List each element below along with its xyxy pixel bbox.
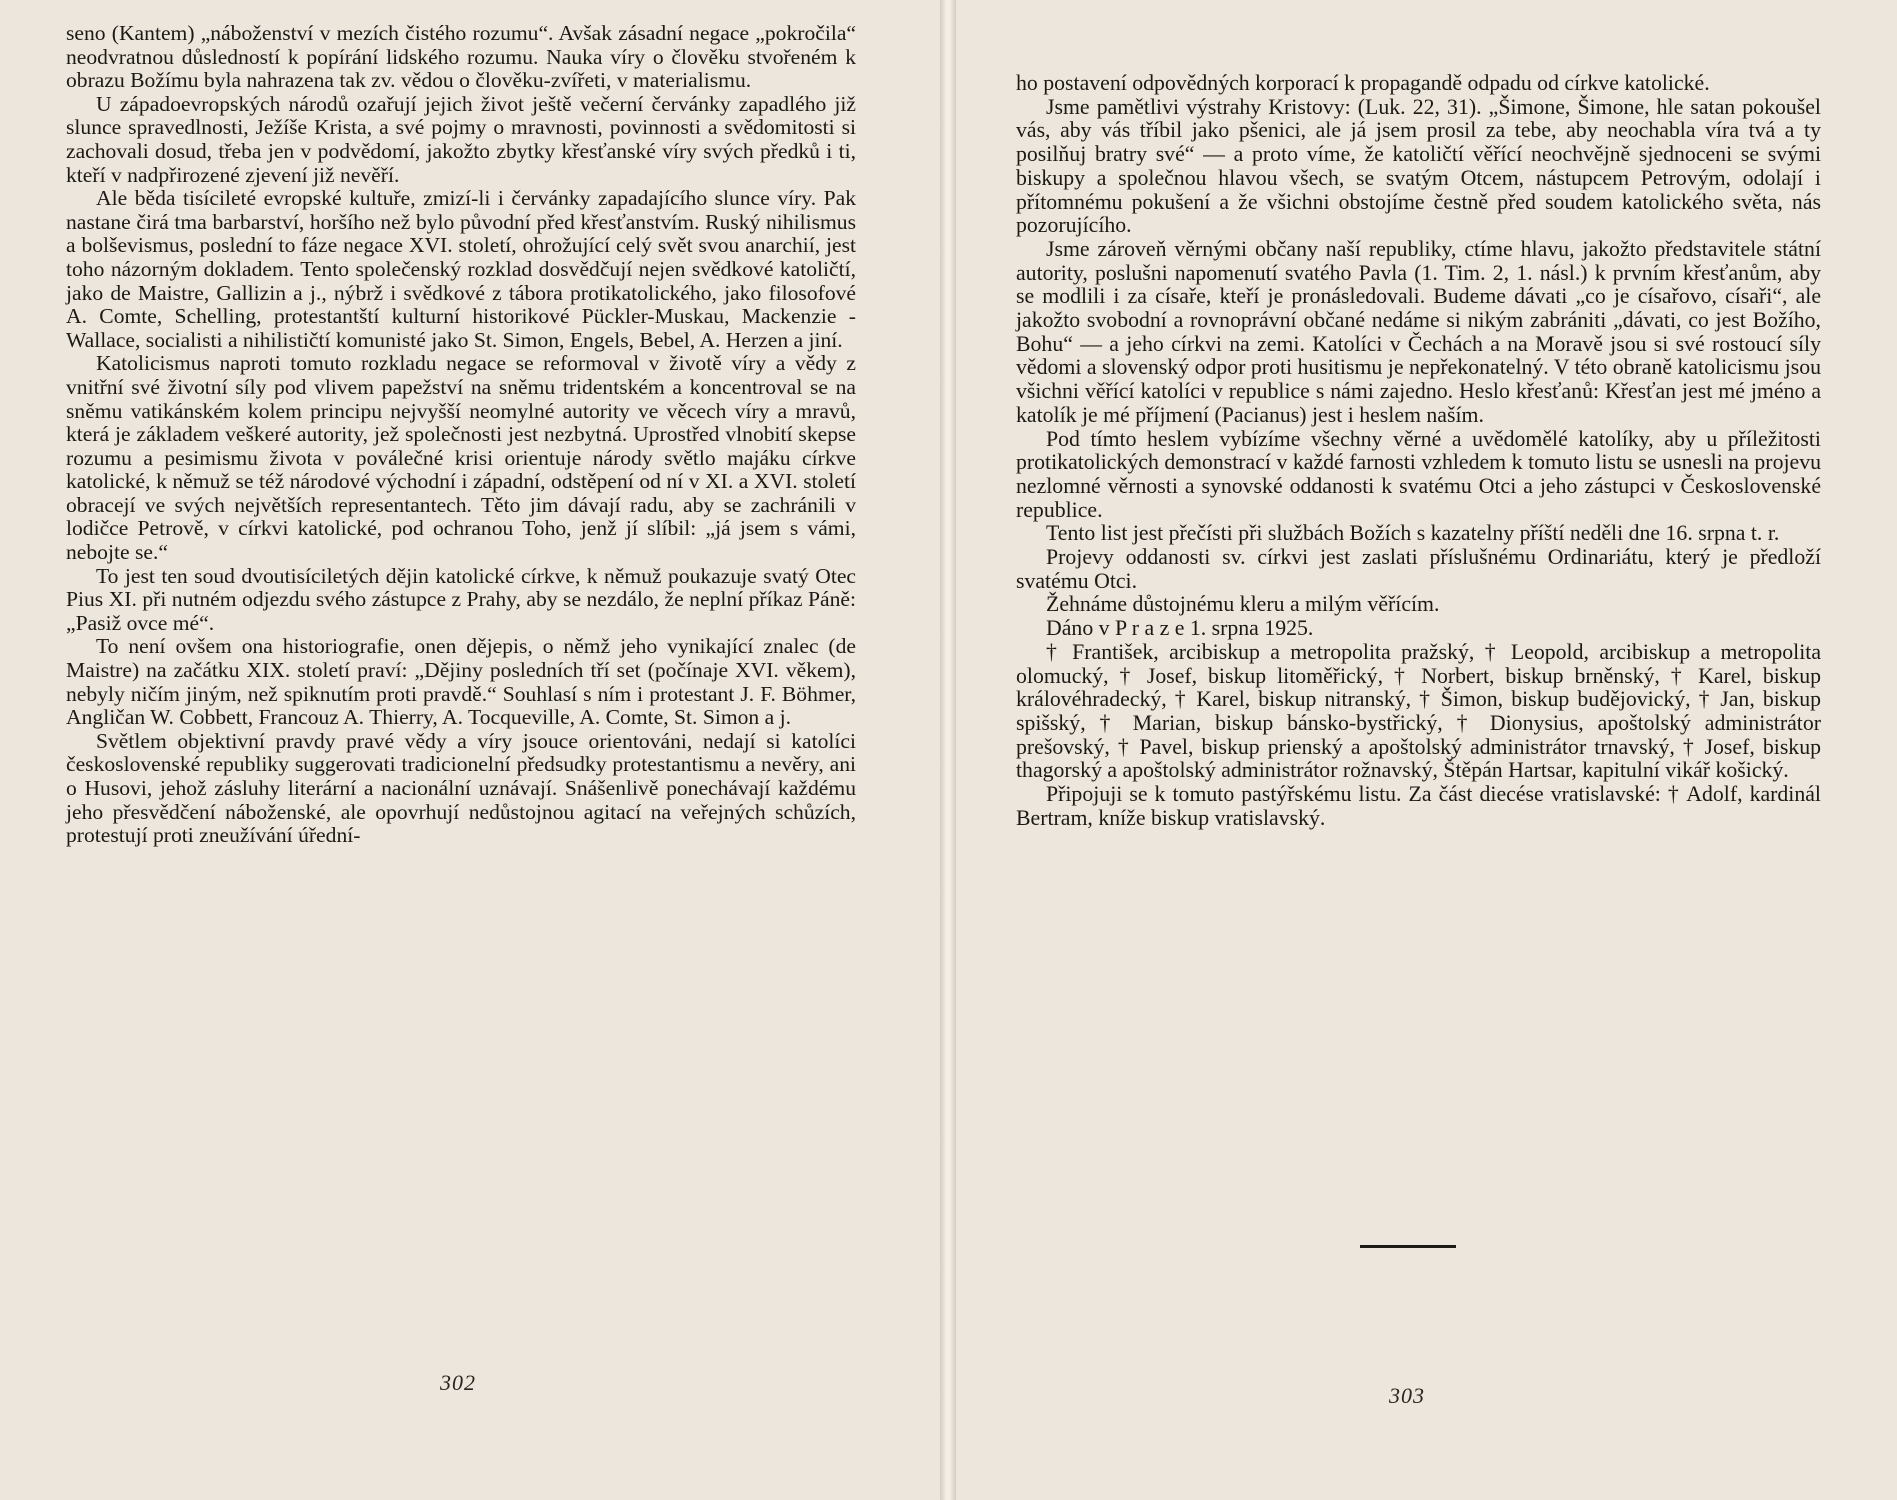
left-page bbox=[0, 0, 940, 1500]
paragraph: seno (Kantem) „náboženství v mezích čistého rozumu“. Avšak zásadní negace „pokročila“ neodvratnou důsledností k popírání lidského rozumu. Nauka víry o člověku stvořeném k obrazu Božímu byla nahrazena tak zv. vědou o člověku-zvířeti, v materialismu. bbox=[66, 21, 856, 93]
paragraph: U západoevropských národů ozařují jejich život ještě večerní červánky zapadlého již slunce spravedlnosti, Ježíše Krista, a své pojmy o mravnosti, povinnosti a svědomitosti si zachovali dosud, třeba jen v podvědomí, jakožto zbytky křesťanské víry svých předků i ti, kteří v nadpřirozené zjevení již nevěří. bbox=[66, 91, 856, 187]
paragraph: Připojuji se k tomuto pastýřskému listu. Za část diecése vratislavské: † Adolf, kardinál Bertram, kníže biskup vratislavský. bbox=[1016, 782, 1821, 830]
paragraph: Pod tímto heslem vybízíme všechny věrné a uvědomělé katolíky, aby u příležitosti protikatolických demonstrací v každé farnosti vzhledem k tomuto listu se usnesli na projevu nezlomné věrnosti a synovské oddanosti k svatému Otci a jeho zástupci v Československé republice. bbox=[1016, 426, 1821, 522]
paragraph: To jest ten soud dvoutisíciletých dějin katolické církve, k němuž poukazuje svatý Otec Pius XI. při nutném odjezdu svého zástupce z Prahy, aby se nezdálo, že neplní příkaz Páně: „Pasiž ovce mé“. bbox=[66, 563, 856, 635]
paragraph: Ale běda tisícileté evropské kultuře, zmizí-li i červánky zapadajícího slunce víry. Pak nastane čirá tma barbarství, horšího než bylo původní před křesťanstvím. Ruský nihilismus a bolševismus, poslední to fáze negace XVI. století, ohrožující celý svět svou anarchií, jest toho názorným dokladem. Tento společenský rozklad dosvědčují nejen svědkové katoličtí, jako de Maistre, Gallizin a j., nýbrž i svědkové z tábora protikatolického, jako filosofové A. Comte, Schelling, protestantští kulturní historikové Pückler-Muskau, Mackenzie - Wallace, socialisti a nihilističtí komunisté jako St. Simon, Engels, Bebel, A. Herzen a jiní. bbox=[66, 186, 856, 352]
right-page bbox=[956, 0, 1897, 1500]
right-page-text bbox=[1016, 72, 1821, 831]
paragraph: Katolicismus naproti tomuto rozkladu negace se reformoval v životě víry a vědy z vnitřní své životní síly pod vlivem papežství na sněmu tridentském a koncentroval se na sněmu vatikánském kolem principu nejvyšší neomylné autority ve věcech víry a mravů, která je základem veškeré autority, jež společnosti jest nezbytná. Uprostřed vlnobití skepse rozumu a pesimismu života v poválečné krisi orientuje národy světlo majáku církve katolické, k němuž se též národové východní i západní, odstěpení od ní v XI. a XVI. století obracejí ve svých největších representantech. Těto jim dávají radu, aby se zachránili v lodičce Petrově, v církvi katolické, pod ochranou Toho, jenž jí slíbil: „já jsem s vámi, nebojte se.“ bbox=[66, 351, 856, 565]
paragraph: ho postavení odpovědných korporací k propagandě odpadu od církve katolické. bbox=[1016, 71, 1710, 95]
signatories-paragraph: † František, arcibiskup a metropolita pražský, † Leopold, arcibiskup a metropolita olomucký, † Josef, biskup litoměřický, † Norbert, biskup brněnský, † Karel, biskup královéhradecký, † Karel, biskup nitranský, † Šimon, biskup budějovický, † Jan, biskup spišský, † Marian, biskup bánsko-bystřický, † Dionysius, apoštolský administrátor prešovský, † Pavel, biskup prienský a apoštolský administrátor trnavský, † Josef, biskup thagorský a apoštolský administrátor rožnavský, Štěpán Hartsar, kapitulní vikář košický. bbox=[1016, 639, 1821, 783]
paragraph: Světlem objektivní pravdy pravé vědy a víry jsouce orientováni, nedají si katolíci československé republiky suggerovati tradicionelní předsudky protestantismu a nevěry, ani o Husovi, jehož zásluhy literární a nacionální uznávají. Snášenlivě ponechávají každému jeho přesvědčení náboženské, ale opovrhují nedůstojnou agitací na veřejných schůzích, protestují proti zneužívání úřední- bbox=[66, 728, 856, 848]
page-number: 302 bbox=[440, 1370, 476, 1395]
page-number: 303 bbox=[1389, 1383, 1425, 1408]
dated-line: Dáno v P r a z e 1. srpna 1925. bbox=[1046, 616, 1314, 641]
paragraph: Tento list jest přečísti při službách Božích s kazatelny příští neděli dne 16. srpna t. r. bbox=[1046, 521, 1780, 546]
paragraph: Projevy oddanosti sv. církvi jest zaslati příslušnému Ordinariátu, který je předloží svatému Otci. bbox=[1016, 545, 1821, 593]
book-gutter bbox=[940, 0, 956, 1500]
paragraph: To není ovšem ona historiografie, onen dějepis, o němž jeho vynikající znalec (de Maistre) na začátku XIX. století praví: „Dějiny posledních tří set (počínaje XVI. věkem), nebyly ničím jiným, než spiknutím proti pravdě.“ Souhlasí s ním i protestant J. F. Böhmer, Angličan W. Cobbett, Francouz A. Thierry, A. Tocqueville, A. Comte, St. Simon a j. bbox=[66, 634, 856, 730]
closing-rule bbox=[1360, 1245, 1456, 1248]
left-page-text bbox=[66, 22, 856, 848]
blessing-line: Žehnáme důstojnému kleru a milým věřícím. bbox=[1046, 592, 1440, 617]
paragraph: Jsme zároveň věrnými občany naší republiky, ctíme hlavu, jakožto představitele státní autority, poslušni napomenutí svatého Pavla (1. Tim. 2, 1. násl.) k prvním křesťanům, aby se modlili i za císaře, kteří je pronásledovali. Budeme dávati „co je císařovo, císaři“, ale jakožto svobodní a rovnoprávní občané nedáme si nikým zabrániti „dávati, co jest Božího, Bohu“ — a jeho církvi na zemi. Katolíci v Čechách a na Moravě jsou si své rostoucí síly vědomi a slovenský odpor proti husitismu je nepřekonatelný. V této obraně katolicismu jsou všichni věřící katolíci v republice s námi zajedno. Heslo křesťanů: Křesťan jest mé jméno a katolík je mé příjmení (Pacianus) jest i heslem naším. bbox=[1016, 236, 1821, 427]
paragraph: Jsme pamětlivi výstrahy Kristovy: (Luk. 22, 31). „Šimone, Šimone, hle satan pokoušel vás, aby vás tříbil jako pšenici, ale já jsem prosil za tebe, aby neochabla víra tvá a ty posilňuj bratry své“ — a proto víme, že katoličtí věřící neochvějně sjednoceni se svými biskupy a společnou hlavou všech, se svatým Otcem, nástupcem Petrovým, odolají i přítomnému pokušení a že všichni obstojíme čestně před soudem katolického světa, nás pozorujícího. bbox=[1016, 94, 1821, 238]
